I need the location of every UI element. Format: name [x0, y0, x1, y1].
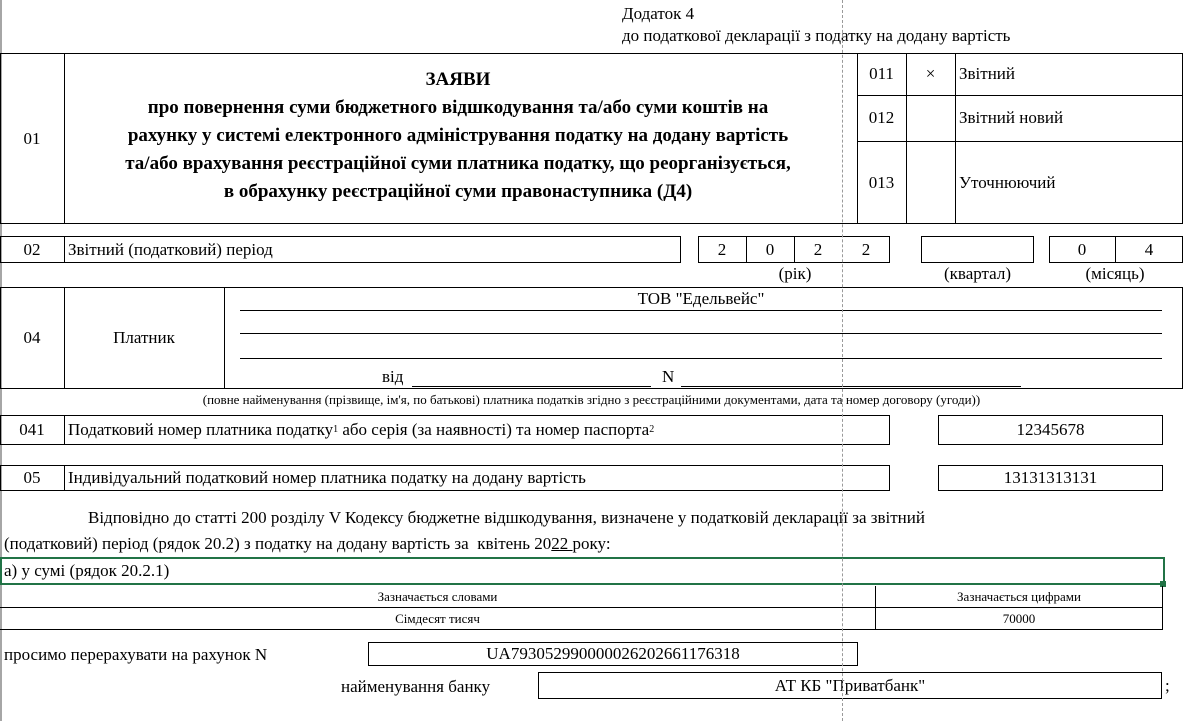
tax-id-field[interactable]: 12345678 — [938, 415, 1163, 445]
quarter-caption: (квартал) — [943, 264, 1012, 283]
type-code-012: 012 — [868, 108, 895, 127]
divider — [224, 287, 225, 389]
appendix-title: Додаток 4 — [622, 4, 695, 23]
amount-words-field[interactable]: Сімдесят тисяч — [395, 610, 480, 626]
payer-line-3 — [240, 358, 1162, 359]
page-break-line — [842, 0, 843, 721]
payer-line-1 — [240, 310, 1162, 311]
words-header: Зазначається словами — [377, 588, 498, 604]
row-code-05: 05 — [23, 468, 41, 487]
quarter-field[interactable] — [921, 236, 1034, 263]
type-checkbox-011[interactable]: × — [925, 64, 936, 83]
period-label: Звітний (податковий) період — [68, 239, 273, 259]
form-title-main: ЗАЯВИ — [425, 69, 491, 90]
paragraph-line-2 — [4, 534, 611, 554]
payer-date-field[interactable] — [412, 386, 651, 387]
amount-label: а) у сумі (рядок 20.2.1) — [4, 561, 170, 580]
divider — [64, 53, 65, 224]
amount-digits-field[interactable]: 70000 — [1002, 610, 1036, 626]
payer-caption: (повне найменування (прізвище, ім'я, по батькові) платника податків згідно з реєстраційними документами, дата та номер договору (угоди)) — [202, 392, 981, 407]
year-digit-3[interactable]: 2 — [813, 239, 823, 259]
row-code-04: 04 — [23, 328, 41, 347]
year-digit-2[interactable]: 0 — [765, 239, 775, 259]
type-code-013: 013 — [868, 172, 895, 192]
paragraph-line-1: Відповідно до статті 200 розділу V Кодексу бюджетне відшкодування, визначене у податковій декларації за звітний — [88, 508, 925, 527]
row-code-041: 041 — [19, 420, 45, 439]
account-field[interactable]: UA793052990000026202661176318 — [368, 642, 858, 666]
tax-id-label-part2: або серія (за наявності) та номер паспорта — [338, 420, 650, 439]
payer-label: Платник — [113, 328, 175, 347]
form-title — [66, 66, 850, 206]
month-caption: (місяць) — [1085, 264, 1145, 283]
form-title-line-4: в обрахунку реєстраційної суми правонаступника (Д4) — [223, 181, 693, 202]
bank-label: найменування банку — [341, 677, 491, 696]
year-caption: (рік) — [778, 264, 812, 283]
appendix-subtitle: до податкової декларації з податку на додану вартість — [622, 26, 1011, 45]
type-checkbox-013[interactable] — [906, 141, 955, 224]
payer-number-label: N — [662, 367, 675, 386]
payer-line-2 — [240, 333, 1162, 334]
paragraph-line-2-end: року: — [572, 534, 611, 553]
tax-id-label-part1: Податковий номер платника податку — [68, 420, 334, 439]
payer-from-label: від — [382, 367, 404, 386]
payer-number-field[interactable] — [681, 386, 1021, 387]
digits-header: Зазначається цифрами — [957, 588, 1081, 604]
type-checkbox-012[interactable] — [906, 95, 955, 141]
account-label: просимо перерахувати на рахунок N — [4, 645, 268, 664]
month-digit-1[interactable]: 0 — [1077, 239, 1087, 259]
payer-name[interactable]: ТОВ "Едельвейс" — [637, 289, 765, 308]
paragraph-year-suffix: 22 — [551, 534, 573, 553]
tax-id-label: Податковий номер платника податку 1 або серія (за наявності) та номер паспорта 2 — [68, 420, 655, 439]
type-code-011: 011 — [869, 64, 894, 83]
vat-id-field[interactable]: 13131313131 — [938, 465, 1163, 491]
type-label-011: Звітний — [959, 64, 1015, 83]
vat-id-label: Індивідуальний податковий номер платника податку на додану вартість — [68, 468, 586, 487]
bank-field[interactable]: АТ КБ "Приватбанк" — [538, 672, 1162, 699]
month-digit-2[interactable]: 4 — [1144, 239, 1154, 259]
form-title-line-3: та/або врахування реєстраційної суми платника податку, що реорганізується, — [125, 153, 791, 174]
type-label-013: Уточнюючий — [959, 172, 1056, 192]
paragraph-line-2-text: (податковий) період (рядок 20.2) з податку на додану вартість за квітень 20 — [4, 534, 552, 553]
year-digit-1[interactable]: 2 — [717, 239, 727, 259]
row-code-02: 02 — [23, 239, 41, 259]
row-code-01: 01 — [23, 128, 41, 148]
bank-terminator: ; — [1165, 676, 1170, 695]
year-digit-4[interactable]: 2 — [861, 239, 871, 259]
form-title-line-1: про повернення суми бюджетного відшкодування та/або суми коштів на — [147, 97, 769, 118]
type-label-012: Звітний новий — [959, 108, 1064, 127]
form-title-line-2: рахунку у системі електронного адміністрування податку на додану вартість — [127, 125, 789, 146]
